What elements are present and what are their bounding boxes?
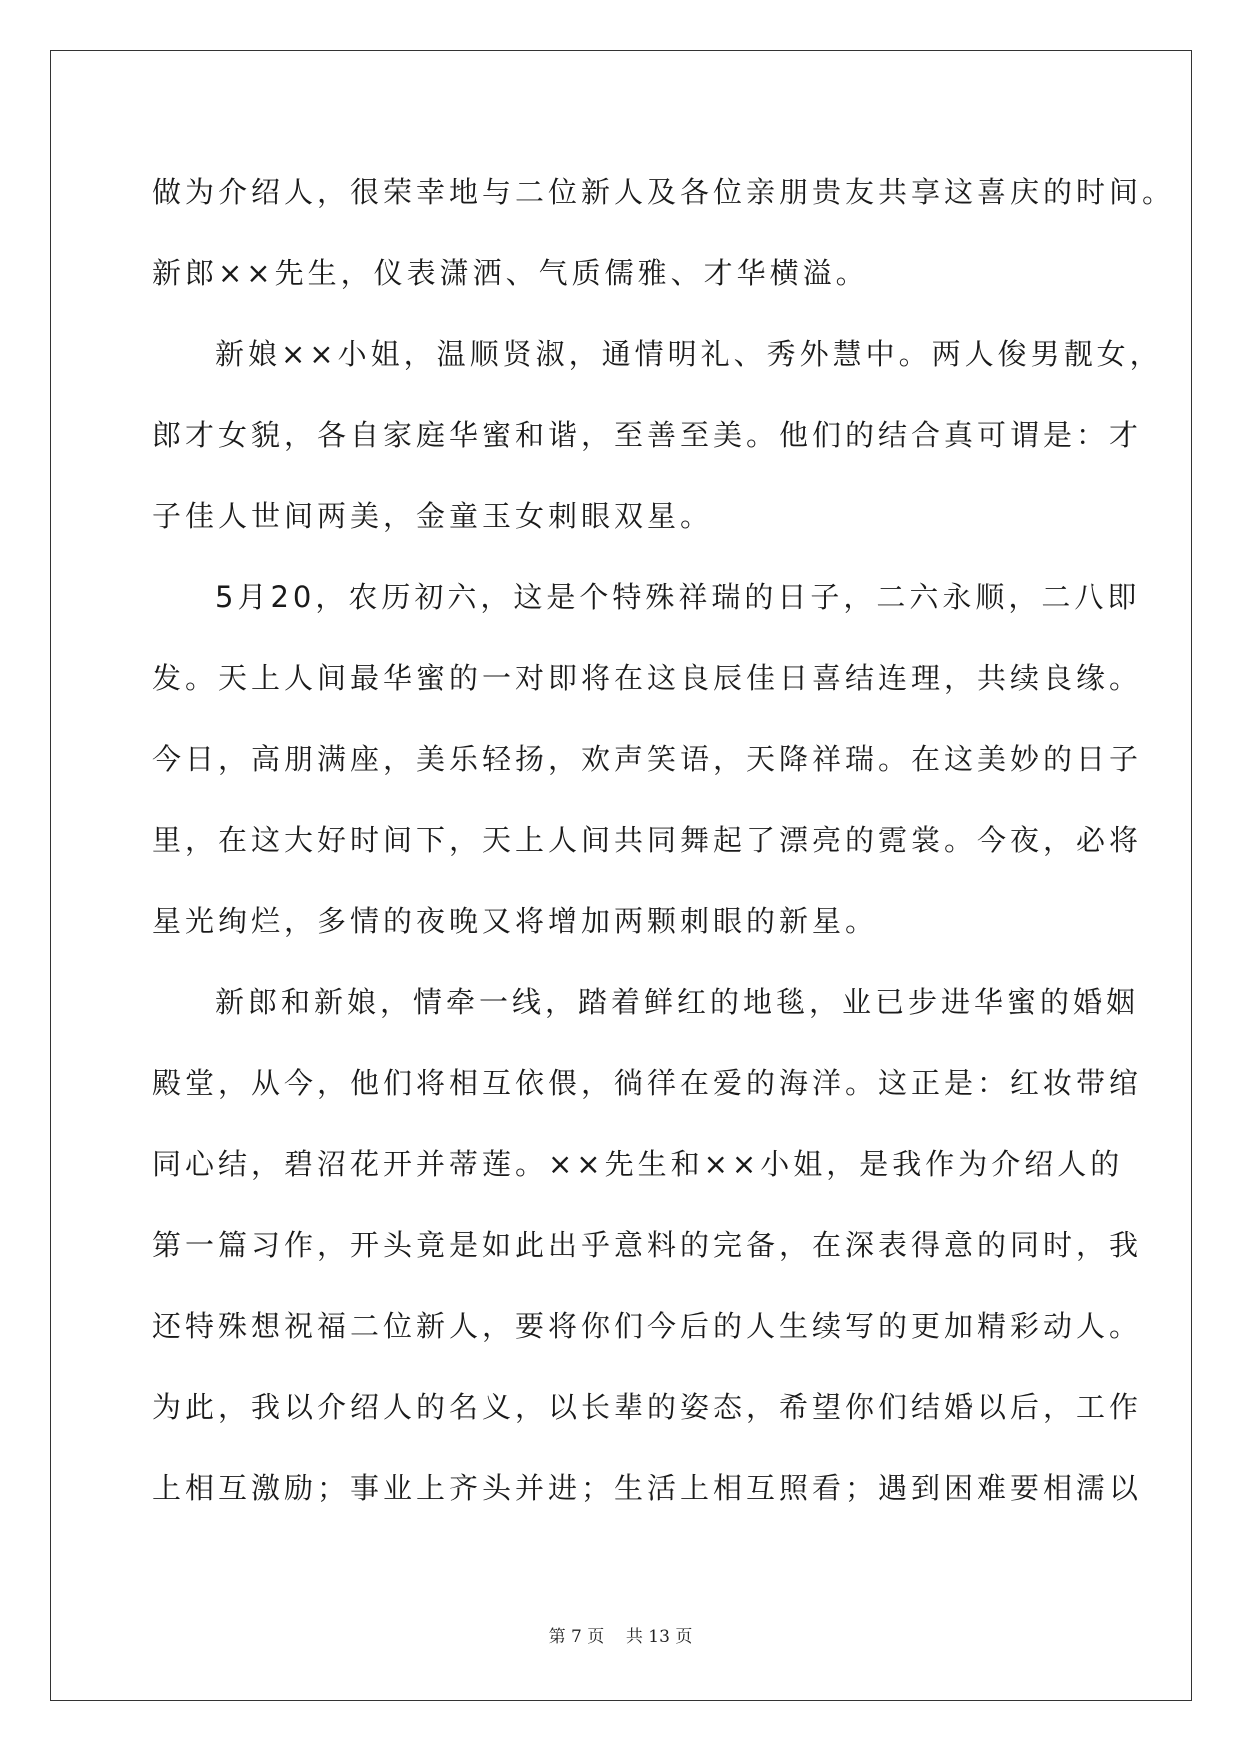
text-line: 殿堂，从今，他们将相互依偎，徜徉在爱的海洋。这正是：红妆带绾 bbox=[152, 1066, 1143, 1100]
text-line: 为此，我以介绍人的名义，以长辈的姿态，希望你们结婚以后，工作 bbox=[152, 1390, 1143, 1424]
text-line: 5月20，农历初六，这是个特殊祥瑞的日子，二六永顺，二八即 bbox=[215, 580, 1141, 614]
text-line: 星光绚烂，多情的夜晚又将增加两颗刺眼的新星。 bbox=[152, 904, 879, 938]
text-line: 做为介绍人，很荣幸地与二位新人及各位亲朋贵友共享这喜庆的时间。 bbox=[152, 175, 1176, 209]
text-line: 新娘××小姐，温顺贤淑，通情明礼、秀外慧中。两人俊男靓女， bbox=[215, 337, 1163, 371]
text-line: 里，在这大好时间下，天上人间共同舞起了漂亮的霓裳。今夜，必将 bbox=[152, 823, 1143, 857]
document-body bbox=[152, 152, 1176, 1529]
text-line: 第一篇习作，开头竟是如此出乎意料的完备，在深表得意的同时，我 bbox=[152, 1228, 1143, 1262]
text-line: 郎才女貌，各自家庭华蜜和谐，至善至美。他们的结合真可谓是：才 bbox=[152, 418, 1143, 452]
text-line: 新郎××先生，仪表潇洒、气质儒雅、才华横溢。 bbox=[152, 256, 869, 290]
text-line: 同心结，碧沼花开并蒂莲。××先生和××小姐，是我作为介绍人的 bbox=[152, 1147, 1124, 1181]
text-line: 新郎和新娘，情牵一线，踏着鲜红的地毯，业已步进华蜜的婚姻 bbox=[215, 985, 1140, 1019]
text-line: 今日，高朋满座，美乐轻扬，欢声笑语，天降祥瑞。在这美妙的日子 bbox=[152, 742, 1143, 776]
text-line: 发。天上人间最华蜜的一对即将在这良辰佳日喜结连理，共续良缘。 bbox=[152, 661, 1143, 695]
text-line: 上相互激励；事业上齐头并进；生活上相互照看；遇到困难要相濡以 bbox=[152, 1471, 1143, 1505]
text-line: 还特殊想祝福二位新人，要将你们今后的人生续写的更加精彩动人。 bbox=[152, 1309, 1143, 1343]
page-number-footer: 第 7 页 共 13 页 bbox=[548, 1627, 693, 1647]
text-line: 子佳人世间两美，金童玉女刺眼双星。 bbox=[152, 499, 714, 533]
